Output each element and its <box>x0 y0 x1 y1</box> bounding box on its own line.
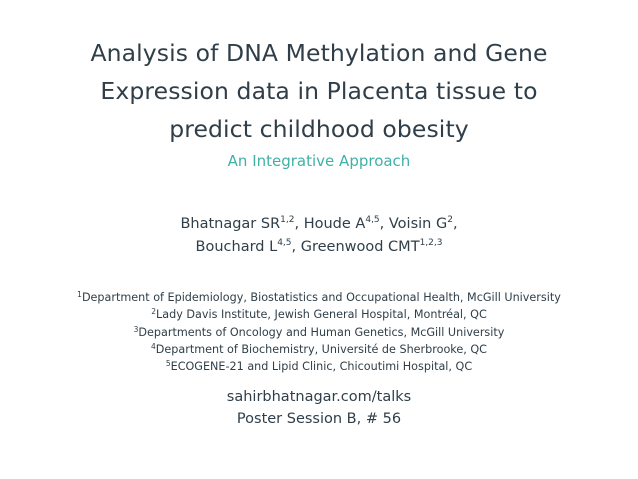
poster-session: Poster Session B, # 56 <box>236 411 402 427</box>
affiliation-text: ECOGENE-21 and Lipid Clinic, Chicoutimi Hospital, QC <box>170 360 473 374</box>
affiliation-item <box>0 358 638 375</box>
affiliation-text: Departments of Oncology and Human Genetics, McGill University <box>138 325 505 339</box>
affiliation-number: 1 <box>77 290 82 299</box>
author-separator: , <box>452 216 458 232</box>
affiliation-item <box>0 306 638 323</box>
affiliation-number: 5 <box>165 359 171 369</box>
author-affiliation-marks: 2 <box>447 215 453 225</box>
affiliation-item <box>0 341 638 358</box>
affiliation-text: Department of Biochemistry, Université de Sherbrooke, QC <box>155 342 487 356</box>
slide-title <box>0 34 638 148</box>
author-name: Bhatnagar SR <box>180 216 281 232</box>
affiliation-list <box>0 289 638 375</box>
slide-subtitle: An Integrative Approach <box>227 152 411 170</box>
website-link[interactable]: sahirbhatnagar.com/talks <box>226 389 412 405</box>
affiliation-item <box>0 324 638 341</box>
author-separator: , <box>379 216 389 232</box>
affiliation-text: Lady Davis Institute, Jewish General Hospital, Montréal, QC <box>156 308 487 322</box>
affiliation-number: 3 <box>133 324 139 334</box>
author-name: Voisin G <box>388 216 448 232</box>
title-line-2: Expression data in Placenta tissue to <box>100 77 538 105</box>
author-list <box>0 213 638 259</box>
affiliation-text: Department of Epidemiology, Biostatistics and Occupational Health, McGill University <box>81 291 561 304</box>
author-separator: , <box>294 216 304 232</box>
affiliation-item <box>0 289 638 306</box>
author-name: Greenwood CMT <box>300 239 420 255</box>
contact-info <box>0 386 638 430</box>
affiliation-number: 4 <box>151 341 156 351</box>
author-line-2 <box>0 236 638 259</box>
title-line-1: Analysis of DNA Methylation and Gene <box>90 39 548 67</box>
affiliation-number: 2 <box>151 307 157 317</box>
author-name: Bouchard L <box>195 239 278 255</box>
author-line-1 <box>0 213 638 236</box>
title-line-3: predict childhood obesity <box>169 115 469 143</box>
author-name: Houde A <box>303 216 366 232</box>
author-affiliation-marks: 4,5 <box>365 215 380 225</box>
author-separator: , <box>291 239 301 255</box>
author-affiliation-marks: 1,2,3 <box>419 238 443 248</box>
author-affiliation-marks: 4,5 <box>277 238 292 248</box>
author-affiliation-marks: 1,2 <box>280 215 295 225</box>
